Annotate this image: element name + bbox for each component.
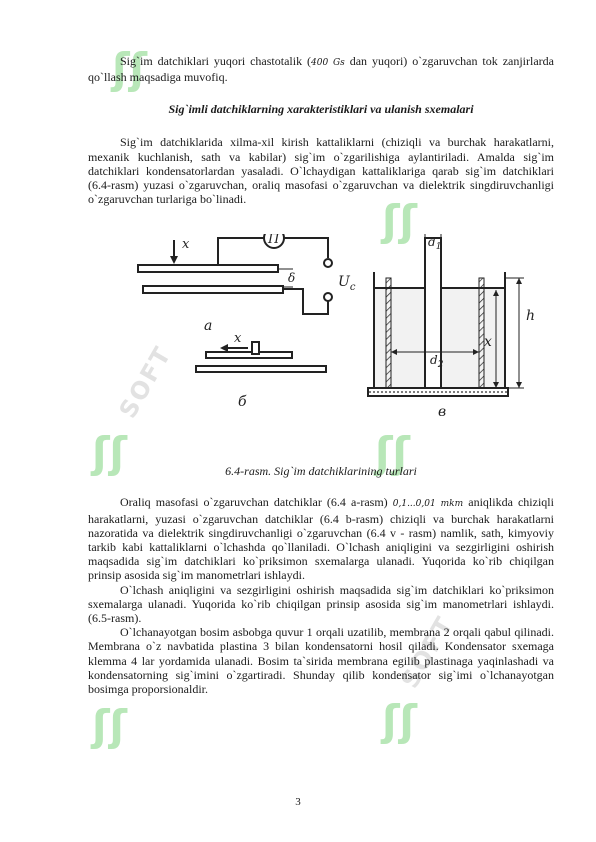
watermark-logo-icon: ʃʃ	[92, 701, 127, 750]
arrow-head-a-icon	[170, 256, 178, 264]
intro-paragraph	[88, 54, 554, 84]
label-a: a	[204, 318, 213, 335]
diagram-b	[196, 342, 326, 372]
terminal-bottom-icon	[324, 293, 332, 301]
intro-text-after: dan yuqori) o`zgaruvchan tok zanjirlarda qo`llash maqsadiga muvofiq.	[88, 54, 554, 85]
label-x-a: x	[182, 237, 190, 253]
label-b: б	[238, 394, 247, 411]
figure-caption: 6.4-rasm. Sig`im datchiklarining turlari	[225, 464, 417, 479]
watermark-logo-icon: ʃʃ	[382, 696, 417, 745]
outer-electrode-left	[386, 278, 391, 388]
paragraph-2	[88, 495, 554, 582]
terminal-top-icon	[324, 259, 332, 267]
label-x-v: x	[484, 334, 492, 351]
intro-text-before: Sig`im datchiklari yuqori chastotalik (	[120, 54, 311, 68]
watermark-7	[382, 696, 417, 745]
figure-6-4	[88, 234, 554, 452]
page-content	[88, 54, 554, 696]
page-number: 3	[295, 796, 301, 808]
watermark-text: SOFT	[395, 611, 460, 693]
section-heading: Sig`imli datchiklarning xarakteristiklari va ulanish sxemalari	[168, 102, 474, 117]
paragraph-3: O`lchash aniqligini va sezgirligini oshirish maqsadida sig`im datchiklari ko`priksimon sxemalarga ulanadi. Yuqorida ko`rib chiqilgan prinsip asosida sig`im manometrlari ishlaydi. (6.5-rasm).	[88, 582, 554, 626]
label-delta: δ	[288, 271, 296, 286]
precision-formula: 0,1...0,01 mkm	[392, 499, 464, 510]
lower-plate	[143, 286, 283, 293]
fixed-plate	[196, 366, 326, 372]
paragraph-2-before: Oraliq masofasi o`zgaruvchan datchiklar (6.4 a-rasm)	[120, 495, 393, 510]
label-uc: $U_c$	[338, 274, 356, 294]
label-x-b: x	[234, 331, 242, 347]
watermark-logo-icon: ʃʃ	[382, 196, 417, 245]
label-d2: $d_2$	[430, 353, 444, 371]
diagram-v	[368, 234, 524, 396]
h-arrow-top-icon	[516, 278, 522, 284]
watermark-text: SOFT	[113, 341, 178, 423]
h-arrow-bottom-icon	[516, 382, 522, 388]
label-meter: П	[268, 234, 280, 248]
label-d1: $d_1$	[428, 235, 442, 253]
outer-electrode-right	[479, 278, 484, 388]
upper-plate	[138, 265, 278, 272]
paragraph-4: O`lchanayotgan bosim asbobga quvur 1 orqali uzatilib, membrana 2 orqali qabul qilinadi. Membrana o`z navbatida plastina 3 bilan kondensatorni hosil qiladi. Kondensator sxemaga klemma 4 lar yordamida ulanadi. Bosim ta`sirida membrana egilib plastinaga yaqinlashadi va kondensatorning sig`imini o`zgartiradi. Shunday qilib kondensator sig`imi o`lchanayotgan bosimga proporsionaldir.	[88, 625, 554, 697]
wire-upper	[218, 238, 264, 265]
capacitive-sensor-diagram	[88, 234, 554, 452]
watermark-logo-icon: ʃʃ	[375, 428, 410, 477]
label-h: h	[526, 308, 536, 325]
wire-right-top	[284, 238, 328, 258]
diagram-a	[138, 234, 332, 314]
watermark-logo-icon: ʃʃ	[92, 428, 127, 477]
watermark-logo-icon: ʃʃ	[112, 44, 147, 93]
plate-tab	[252, 342, 259, 354]
label-v: в	[438, 404, 447, 421]
moving-plate	[206, 352, 292, 358]
paragraph-1: Sig`im datchiklarida xilma-xil kirish kattaliklarni (chiziqli va burchak harakatlarni, mexanik kuchlanish, sath va kabilar) sig`im o`zgarilishiga aylantiriladi. Amalda sig`im datchiklari kondensatorlardan yasaladi. O`lchaydigan kattaliklariga qarab sig`im datchiklari (6.4-rasm) yuzasi o`zgaruvchan, oraliq masofasi o`zgaruvchan va dielektrik singdiruvchanligi o`zgaruvchan turlariga bo`linadi.	[88, 135, 554, 207]
watermark-6	[92, 701, 127, 750]
wire-lower	[283, 289, 328, 314]
tank-base	[368, 388, 508, 396]
paragraph-2-after: aniqlikda chiziqli harakatlarni, yuzasi o`zgaruvchan datchiklar (6.4 b-rasm) chiziqli va burchak harakatlarni nazoratida va dielektrik singdiruvchanligi o`zgaruvchan (6.4 v - rasm) namlik, sath, kimyoviy tarkib kabi kattaliklarni o`lchashda qo`llaniladi. O`lchash aniqligini va sezgirligini oshirish maqsadida sig`im datchiklari ko`priksimon sxemalarga ulanadi. Yuqorida ko`rib chiqilgan prinsip asosida sig`im manometrlari ishlaydi.	[88, 495, 554, 583]
arrow-head-b-icon	[220, 344, 228, 352]
frequency-formula: 400 Gs	[311, 58, 345, 68]
